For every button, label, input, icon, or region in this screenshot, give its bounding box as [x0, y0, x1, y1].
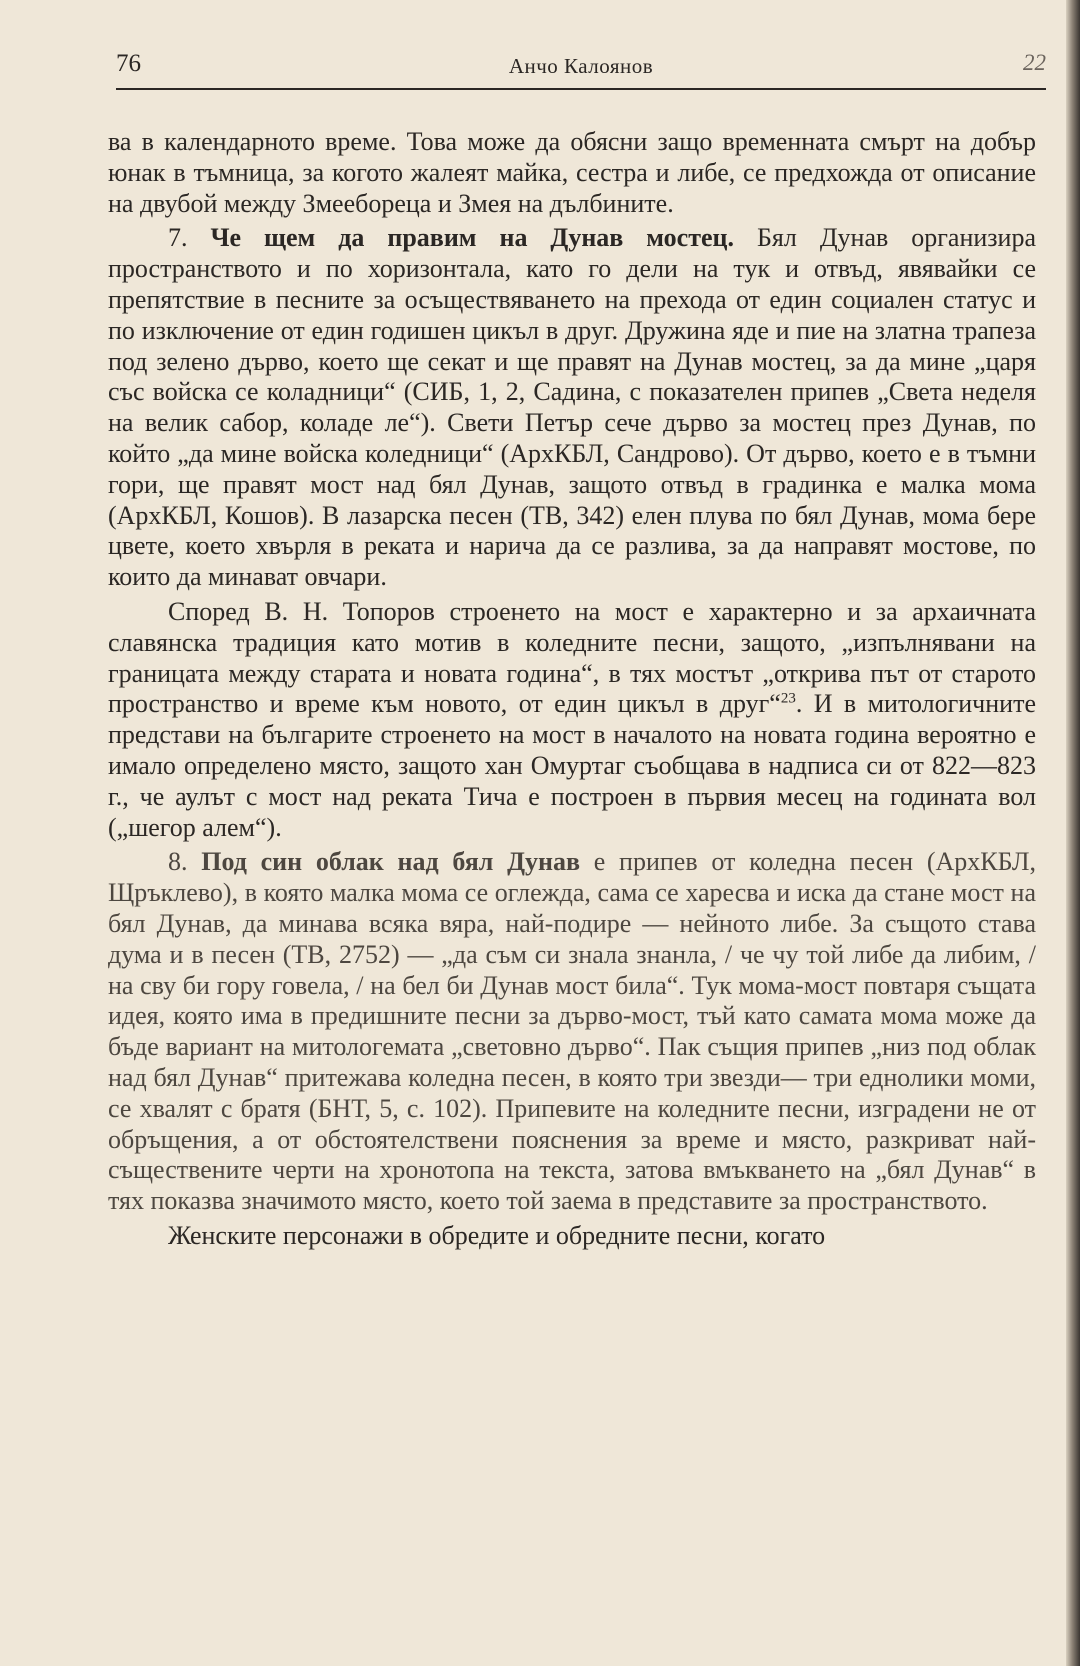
paragraph-text: . И в митологичните представи на българите строенето на мост в началото на новата година вероятно е имало определено място, защото хан Омуртаг съобщава в надписа си от 822—823 г., че аулът с мост над реката Тича е построен в първия месец на годината вол („шегор алем“).: [108, 689, 1036, 842]
paragraph-text: е припев от коледна песен (АрхКБЛ, Щръклево), в която малка мома се оглежда, сама се харесва и иска да стане мост на бял Дунав, да минава всяка вяра, най-подире — нейното либе. За същото става дума и в песен (ТВ, 2752) — „да съм си знала знанла, / че чу той либе да либим, / на сву би гору говела, / на бел би Дунав мост била“. Тук мома-мост повтаря същата идея, която има в предишните песни за дърво-мост, тъй като самата мома може да бъде вариант на митологемата „световно дърво“. Пак същия припев „низ под облак над бял Дунав“ притежава коледна песен, в която три звезди— три еднолики моми, се хвалят с братя (БНТ, 5, с. 102). Припевите на коледните песни, изградени не от обръщения, а от обстоятелствени пояснения за време и място, разкриват най-съществените черти на хронотопа на текста, затова вмъкването на „бял Дунав“ в тях показва значимото място, което той заема в представите за пространството.: [108, 847, 1037, 1216]
paragraph-text: Според В. Н. Топоров строенето на мост е характерно и за архаичната славянска традиция като мотив в коледните песни, защото, „изпълнявани на границата между старата и новата година“, в тях мостът „открива път от старото пространство и време към новото, от един цикъл в друг“: [108, 596, 1036, 719]
section-heading: Под син облак над бял Дунав: [201, 847, 581, 877]
page-spine-edge: [1066, 0, 1080, 1666]
paragraph-final: [108, 1221, 1036, 1252]
paragraph-section-8: [108, 847, 1036, 1217]
page-mark: 22: [1023, 50, 1046, 75]
paragraph-section-7: [108, 223, 1036, 593]
section-number: 8.: [168, 847, 188, 877]
paragraph-text: ва в календарното време. Това може да обясни защо временната смърт на добър юнак в тъмница, за когото жалеят майка, сестра и либе, се предхожда от описание на двубой между Змееборeца и Змея на дълбините.: [108, 127, 1036, 218]
running-title: Анчо Калоянов: [508, 54, 654, 78]
paragraph-text: Бял Дунав организира пространството и по хоризонтала, като го дели на тук и отвъд, явявайки се препятствие в песните за осъществяването на прехода от един социален статус и по изключение от един годишен цикъл в друг. Дружина яде и пие на златна трапеза под зелено дърво, което ще секат и ще правят на Дунав мостец, за да мине „царя със войска се коладници“ (СИБ, 1, 2, Садина, с показателен припев „Света неделя на велик сабор, коладе ле“). Свети Петър сече дърво за мостец през Дунав, по който „да мине войска коледници“ (АрхКБЛ, Сандрово). От дърво, което е в тъмни гори, ще правят мост над бял Дунав, защото отвъд в градинка е малка мома (АрхКБЛ, Кошов). В лазарска песен (ТВ, 342) елен плува по бял Дунав, мома бере цвете, което хвърля в реката и нарича да се разлива, за да направят мостове, по които да минават овчари.: [108, 223, 1037, 592]
section-number: 7.: [168, 223, 188, 253]
paragraph-continuation: [108, 127, 1036, 219]
section-heading: Че щем да правим на Дунав мостец.: [210, 223, 735, 253]
body-text: [108, 127, 1036, 1256]
header-rule: [116, 88, 1046, 90]
paragraph-text: Женските персонажи в обредите и обредните песни, когато: [168, 1220, 826, 1250]
paragraph-toporov: [108, 597, 1036, 843]
page-number: 76: [116, 50, 141, 77]
page-header: [116, 50, 1046, 90]
footnote-marker[interactable]: 23: [780, 690, 796, 707]
